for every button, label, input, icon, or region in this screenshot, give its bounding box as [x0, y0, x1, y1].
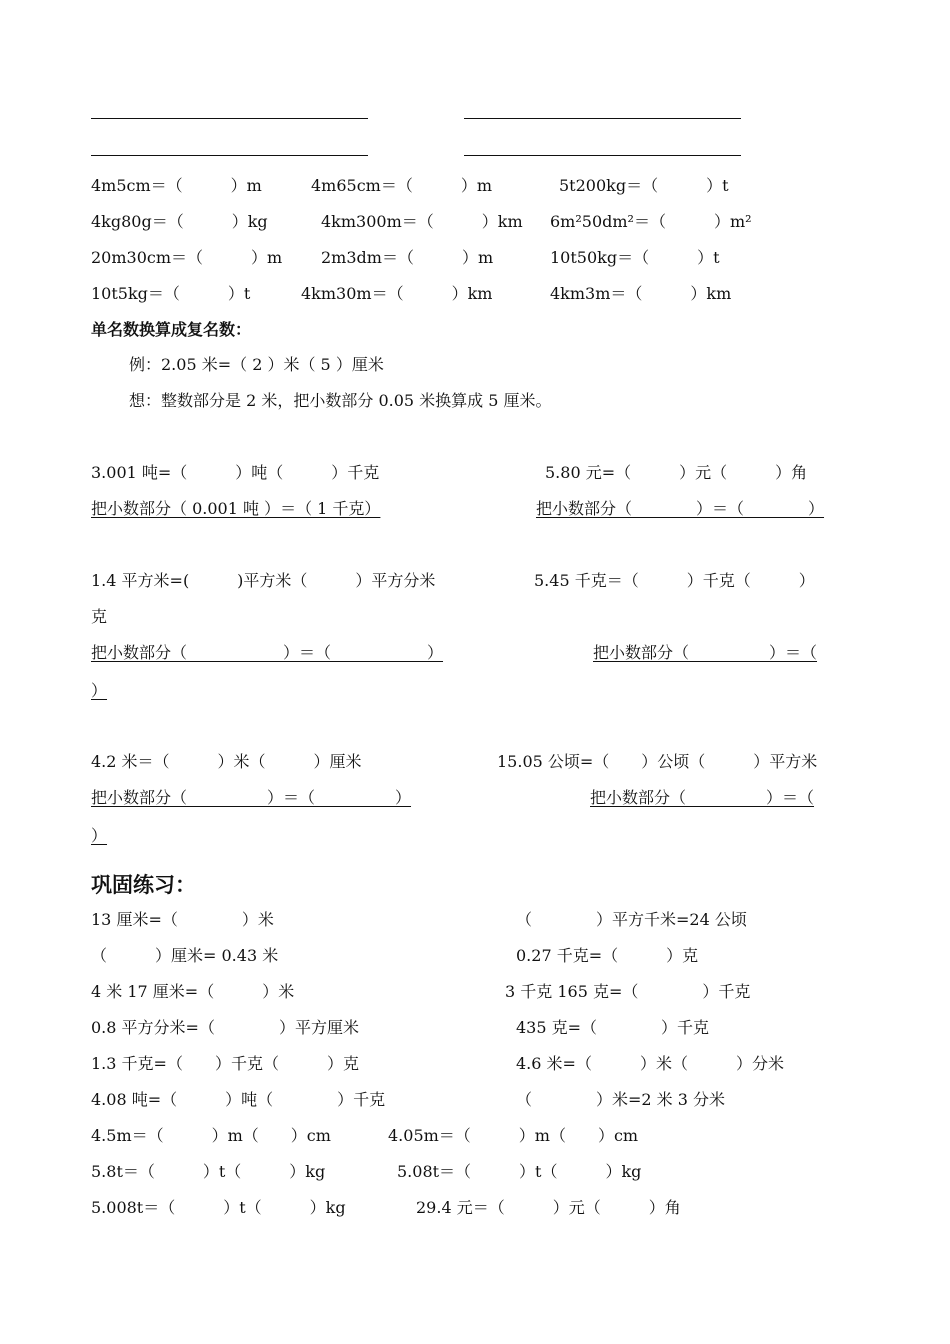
practice-item: 4.05m＝（ ）m（ ）cm: [388, 1126, 639, 1145]
practice-item: 435 克=（ ）千克: [516, 1018, 710, 1037]
exercise: 10t50kg＝（ ）t: [550, 248, 720, 267]
example-text: 例：2.05 米=（ 2 ）米（ 5 ）厘米: [129, 355, 384, 374]
exercise: 5.80 元=（ ）元（ ）角: [545, 463, 808, 482]
practice-item: 4 米 17 厘米=（ ）米: [91, 982, 295, 1001]
practice-item: （ ）厘米= 0.43 米: [91, 946, 279, 965]
section-heading: 巩固练习：: [91, 873, 196, 897]
exercise-wrap: 克: [91, 607, 108, 626]
exercise: 20m30cm＝（ ）m: [91, 248, 283, 267]
practice-item: 4.6 米=（ ）米（ ）分米: [516, 1054, 784, 1073]
exercise: 3.001 吨=（ ）吨（ ）千克: [91, 463, 380, 482]
fill-line-wrap: ）: [91, 826, 108, 845]
answer-line: [464, 155, 741, 156]
practice-item: （ ）米=2 米 3 分米: [516, 1090, 726, 1109]
hint-text: 想：整数部分是 2 米，把小数部分 0.05 米换算成 5 厘米。: [129, 391, 552, 410]
fill-line: 把小数部分（ ）＝（ ）: [91, 643, 444, 662]
practice-item: （ ）平方千米=24 公顷: [516, 910, 747, 929]
practice-item: 1.3 千克=（ ）千克（ ）克: [91, 1054, 359, 1073]
exercise: 2m3dm＝（ ）m: [321, 248, 494, 267]
exercise: 4m65cm＝（ ）m: [311, 176, 493, 195]
exercise: 4km30m＝（ ）km: [301, 284, 493, 303]
practice-item: 5.8t＝（ ）t（ ）kg: [91, 1162, 326, 1181]
fill-line: 把小数部分（ ）＝（: [590, 788, 815, 807]
fill-line: 把小数部分（ ）＝（ ）: [91, 788, 412, 807]
exercise: 10t5kg＝（ ）t: [91, 284, 251, 303]
fill-line-wrap: ）: [91, 681, 108, 700]
answer-line: [464, 118, 741, 119]
practice-item: 29.4 元＝（ ）元（ ）角: [416, 1198, 681, 1217]
practice-item: 0.8 平方分米=（ ）平方厘米: [91, 1018, 359, 1037]
exercise: 5.45 千克＝（ ）千克（ ）: [534, 571, 815, 590]
fill-line: 把小数部分（ ）＝（ ）: [536, 499, 825, 518]
exercise: 4km3m＝（ ）km: [550, 284, 732, 303]
exercise: 1.4 平方米=( )平方米（ ）平方分米: [91, 571, 436, 590]
practice-item: 5.08t＝（ ）t（ ）kg: [397, 1162, 642, 1181]
exercise: 6m²50dm²＝（ ）m²: [550, 212, 752, 231]
practice-item: 4.5m＝（ ）m（ ）cm: [91, 1126, 331, 1145]
exercise: 4.2 米＝（ ）米（ ）厘米: [91, 752, 362, 771]
answer-line: [91, 118, 368, 119]
answer-line: [91, 155, 368, 156]
practice-item: 3 千克 165 克=（ ）千克: [505, 982, 751, 1001]
fill-line: 把小数部分（ 0.001 吨 ）＝（ 1 千克）: [91, 499, 381, 518]
exercise: 4km300m＝（ ）km: [321, 212, 523, 231]
section-heading: 单名数换算成复名数：: [91, 320, 252, 339]
practice-item: 5.008t＝（ ）t（ ）kg: [91, 1198, 346, 1217]
exercise: 4m5cm＝（ ）m: [91, 176, 262, 195]
practice-item: 13 厘米=（ ）米: [91, 910, 274, 929]
exercise: 4kg80g＝（ ）kg: [91, 212, 268, 231]
practice-item: 0.27 千克=（ ）克: [516, 946, 699, 965]
fill-line: 把小数部分（ ）＝（: [593, 643, 818, 662]
practice-item: 4.08 吨=（ ）吨（ ）千克: [91, 1090, 386, 1109]
exercise: 5t200kg＝（ ）t: [559, 176, 729, 195]
exercise: 15.05 公顷=（ ）公顷（ ）平方米: [497, 752, 818, 771]
